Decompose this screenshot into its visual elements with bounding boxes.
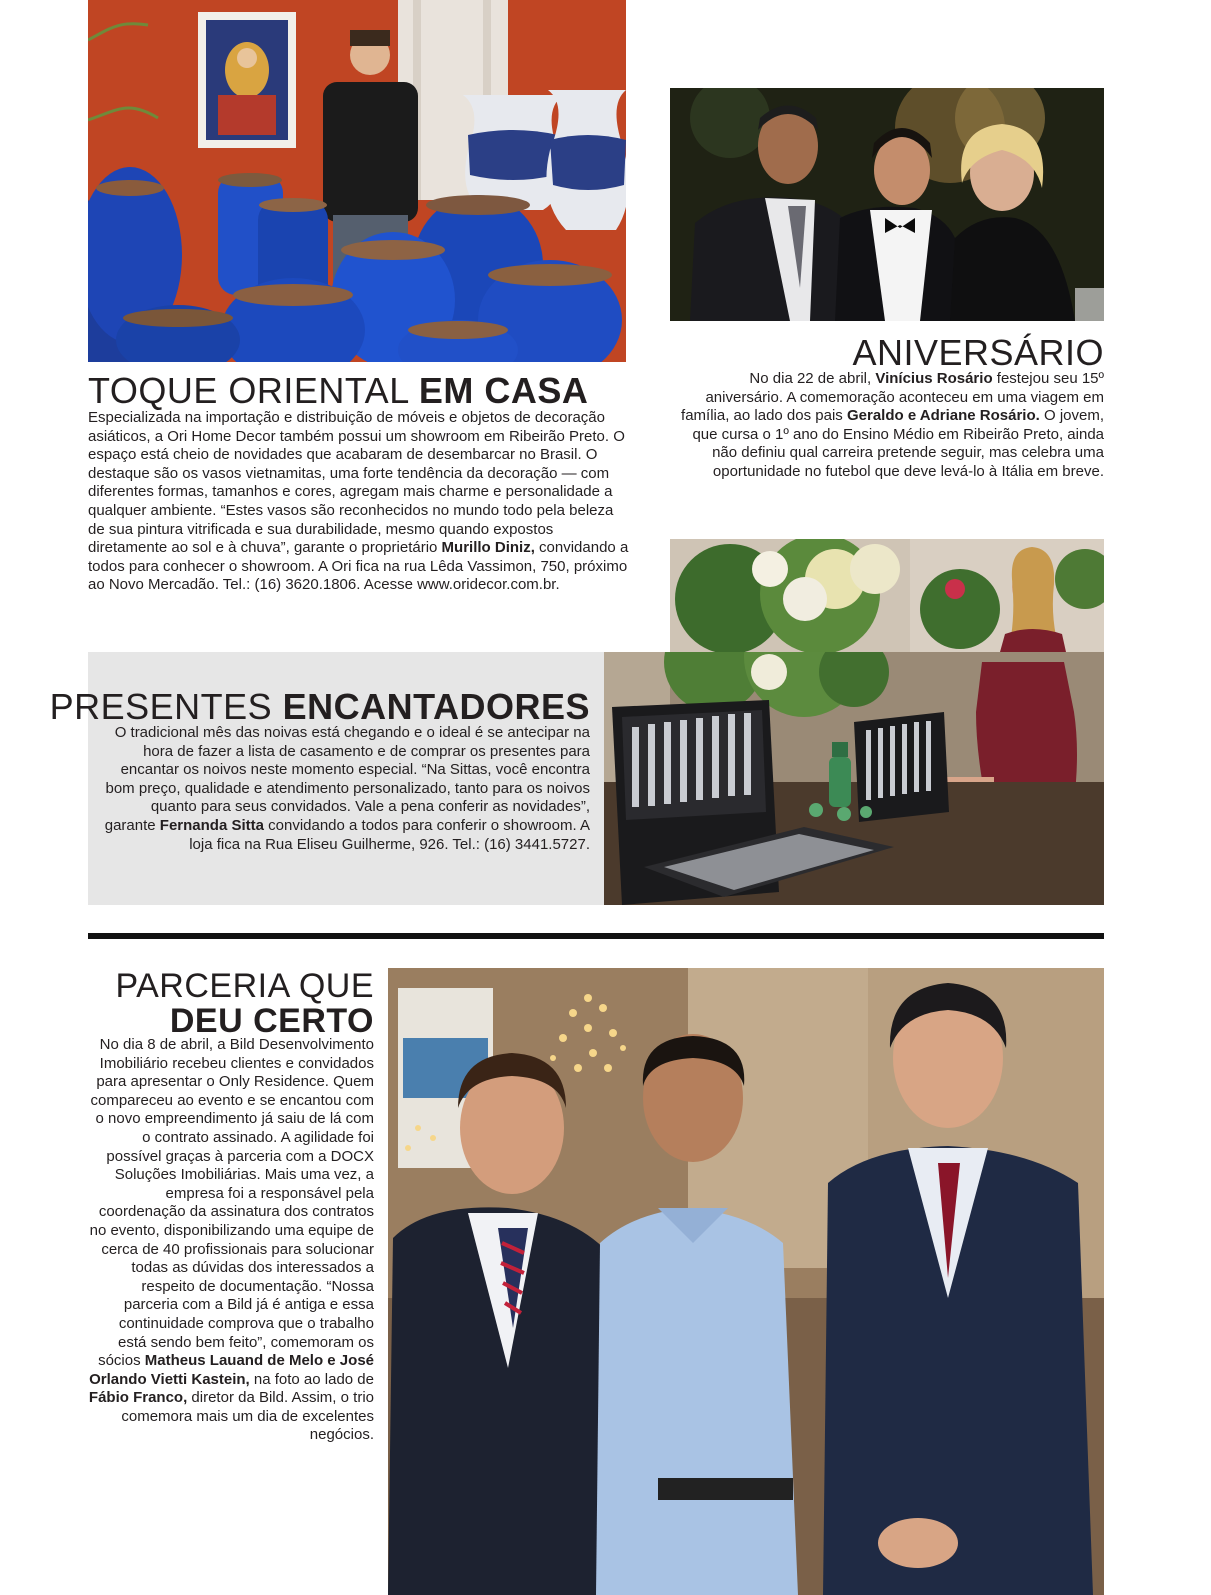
headline-bold: ENCANTADORES (282, 686, 590, 727)
body-text: O jovem, que cursa o 1º ano do Ensino Médio em Ribeirão Preto, ainda não definiu qual carreira pretende seguir, mas celebra uma oportunidade no futebol que deve levá-lo à Itália em breve. (692, 407, 1104, 480)
photo-flowers-top (670, 539, 1104, 652)
body-bold-name: Fábio Franco, (88, 1389, 188, 1407)
body-bold-name: Fernanda Sitta (159, 816, 264, 834)
headline-toque-oriental (88, 370, 589, 411)
headline-aniversario: ANIVERSÁRIO (852, 332, 1104, 373)
body-presentes (104, 724, 590, 854)
photo-birthday-family (670, 88, 1104, 321)
body-text: festejou seu 15º aniversário. A comemoração aconteceu em uma viagem em família, ao lado dos pais (681, 370, 1104, 425)
body-text: diretor da Bild. Assim, o trio comemora mais um dia de excelentes negócios. (121, 1389, 374, 1444)
body-text: Especializada na importação e distribuição de móveis e objetos de decoração asiáticos, a Ori Home Decor também possui um showroom em Ribeirão Preto. O espaço está cheio de novidades que acabaram de desembarcar no Brasil. O destaque são os vasos vietnamitas, uma forte tendência da decoração — com diferentes formas, tamanhos e cores, agregam mais charme e personalidade a qualquer ambiente. “Estes vasos são reconhecidos no mundo todo pela beleza de sua pintura vitrificada e sua durabilidade, mesmo quando expostos diretamente ao sol e à chuva”, garante o proprietário (88, 409, 625, 557)
headline-parceria-bold: DEU CERTO (169, 1002, 374, 1040)
photo-tableware-sittas (604, 652, 1104, 905)
body-bold-name: Matheus Lauand de Melo e José Orlando Vietti Kastein, (89, 1352, 374, 1388)
body-text: convidando a todos para conhecer o showroom. A Ori fica na rua Lêda Vassimon, 750, próximo ao Novo Mercadão. Tel.: (16) 3620.1806. Acesse www.oridecor.com.br. (88, 539, 629, 594)
body-text: na foto ao lado de (249, 1370, 374, 1388)
headline-light: TOQUE ORIENTAL (88, 370, 409, 411)
section-divider (88, 933, 1104, 939)
body-text: O tradicional mês das noivas está chegando e o ideal é se antecipar na hora de fazer a lista de casamento e de comprar os presentes para encantar os noivos neste momento especial. “Na Sittas, você encontra bom preço, qualidade e atendimento personalizado, tanto para os noivos quanto para seus convidados. Vale a pena conferir as novidades”, garante (104, 724, 590, 834)
headline-parceria-light: PARCERIA QUE (115, 967, 374, 1005)
body-text: convidando a todos para conferir o showroom. A loja fica na Rua Eliseu Guilherme, 926. Tel.: (16) 3441.5727. (189, 816, 590, 853)
body-bold-name: Murillo Diniz, (441, 539, 535, 557)
photo-oriental-vases (88, 0, 626, 362)
headline-light: PRESENTES (49, 686, 273, 727)
headline-presentes (49, 686, 590, 727)
body-toque-oriental (88, 409, 630, 595)
photo-bild-trio (388, 968, 1104, 1595)
body-text: No dia 22 de abril, (749, 370, 876, 387)
body-parceria (88, 1036, 374, 1445)
body-bold-name: Vinícius Rosário (875, 370, 993, 387)
body-aniversario (674, 370, 1104, 482)
body-bold-name: Geraldo e Adriane Rosário. (846, 407, 1040, 425)
headline-bold: EM CASA (418, 370, 589, 411)
body-text: No dia 8 de abril, a Bild Desenvolvimento Imobiliário recebeu clientes e convidados para apresentar o Only Residence. Quem compareceu ao evento e se encantou com o novo empreendimento já saiu de lá com o contrato assinado. A agilidade foi possível graças à parceria com a DOCX Soluções Imobiliárias. Mais uma vez, a empresa foi a responsável pela coordenação da assinatura dos contratos no evento, disponibilizando uma equipe de cerca de 40 profissionais para solucionar todas as dúvidas dos interessados a respeito de documentação. “Nossa parceria com a Bild já é antiga e essa continuidade comprova que o trabalho está sendo bem feito”, comemoram os sócios (89, 1036, 374, 1370)
